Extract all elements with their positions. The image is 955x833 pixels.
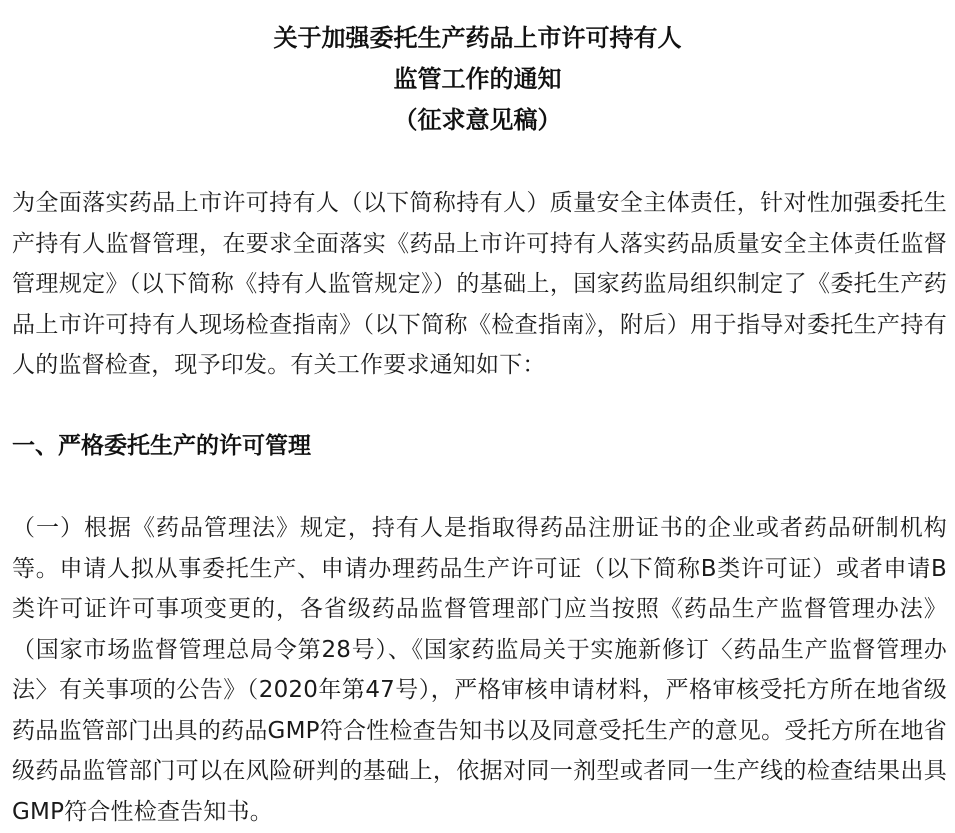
section-heading-1: 一、严格委托生产的许可管理 xyxy=(12,433,311,459)
section-1-paragraph-1: （一）根据《药品管理法》规定，持有人是指取得药品注册证书的企业或者药品研制机构等。申请人拟从事委托生产、申请办理药品生产许可证（以下简称B类许可证）或者申请B类许可证许可事项变更的，各省级药品监督管理部门应当按照《药品生产监督管理办法》（国家市场监督管理总局令第28号）、《国家药监局关于实施新修订〈药品生产监督管理办法〉有关事项的公告》（2020年第47号），严格审核申请材料，严格审核受托方所在地省级药品监管部门出具的药品GMP符合性检查告知书以及同意受托生产的意见。受托方所在地省级药品监管部门可以在风险研判的基础上，依据对同一剂型或者同一生产线的检查结果出具GMP符合性检查告知书。 xyxy=(12,515,947,825)
document-title xyxy=(0,18,955,141)
title-line-1: 关于加强委托生产药品上市许可持有人 xyxy=(273,24,682,52)
title-line-2: 监管工作的通知 xyxy=(393,65,562,93)
title-line-3: （征求意见稿） xyxy=(393,106,562,134)
intro-paragraph: 为全面落实药品上市许可持有人（以下简称持有人）质量安全主体责任，针对性加强委托生产持有人监督管理，在要求全面落实《药品上市许可持有人落实药品质量安全主体责任监督管理规定》（以下简称《持有人监管规定》）的基础上，国家药监局组织制定了《委托生产药品上市许可持有人现场检查指南》（以下简称《检查指南》，附后）用于指导对委托生产持有人的监督检查，现予印发。有关工作要求通知如下： xyxy=(12,190,947,378)
